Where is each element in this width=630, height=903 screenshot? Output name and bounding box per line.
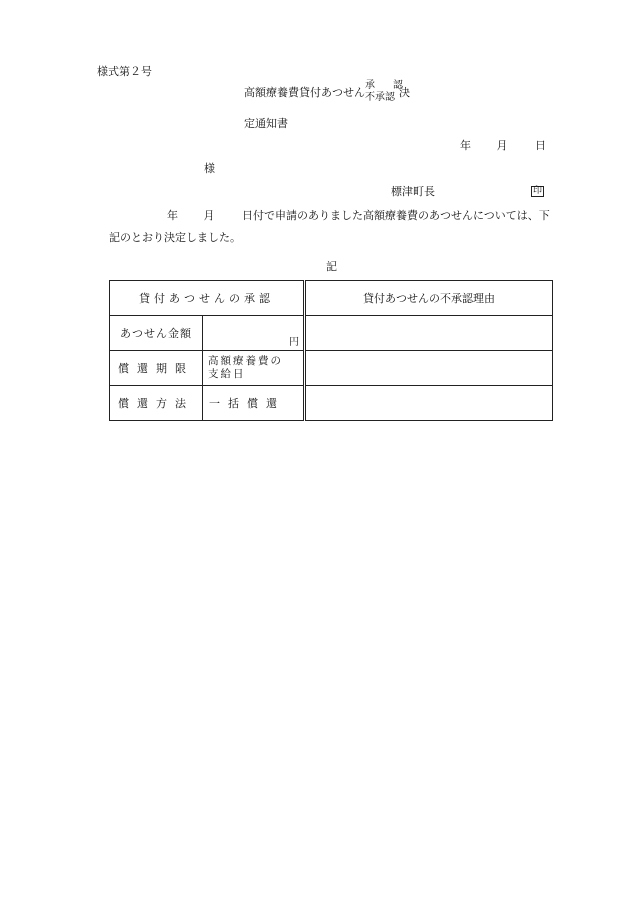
date-day: 日 bbox=[535, 139, 546, 152]
body-year: 年 bbox=[167, 209, 178, 222]
title-approve: 承 認 bbox=[365, 80, 407, 91]
deadline-value-line2: 支給日 bbox=[208, 368, 246, 380]
ki-heading: 記 bbox=[326, 260, 337, 273]
date-month: 月 bbox=[496, 139, 508, 152]
body-line1 bbox=[167, 210, 550, 221]
document-title-line2: 定通知書 bbox=[244, 117, 288, 130]
recipient-suffix: 様 bbox=[204, 162, 215, 175]
method-label: 償還方法 bbox=[110, 386, 203, 421]
reason-line-2 bbox=[305, 351, 553, 386]
deadline-label: 償還期限 bbox=[110, 351, 203, 386]
title-prefix: 高額療養費貸付あつせん bbox=[244, 86, 365, 99]
seal-mark: 印 bbox=[533, 186, 543, 196]
body-month: 月 bbox=[203, 209, 215, 222]
date-line bbox=[460, 140, 546, 151]
approval-header: 貸付あつせんの承認 bbox=[110, 281, 305, 316]
form-number: 様式第２号 bbox=[97, 65, 152, 78]
issuer: 標津町長 bbox=[391, 185, 435, 198]
title-suffix: 決 bbox=[399, 86, 410, 99]
method-value: 一括償還 bbox=[203, 386, 305, 421]
title-disapprove: 不承認 bbox=[365, 92, 395, 103]
amount-label: あつせん金額 bbox=[110, 316, 203, 351]
reason-line-3 bbox=[305, 386, 553, 421]
decision-table bbox=[109, 280, 553, 421]
body-line2: 記のとおり決定しました。 bbox=[109, 231, 241, 244]
deadline-value-line1: 高額療養費の bbox=[208, 355, 283, 367]
reason-line-1 bbox=[305, 316, 553, 351]
body-text1: 日付で申請のありました高額療養費のあつせんについては、下 bbox=[242, 209, 550, 222]
deadline-value bbox=[203, 351, 305, 386]
date-year: 年 bbox=[460, 139, 471, 152]
reason-header: 貸付あつせんの不承認理由 bbox=[305, 281, 553, 316]
approval-choice bbox=[365, 80, 407, 103]
document-title bbox=[244, 80, 410, 103]
amount-value: 円 bbox=[203, 316, 305, 351]
